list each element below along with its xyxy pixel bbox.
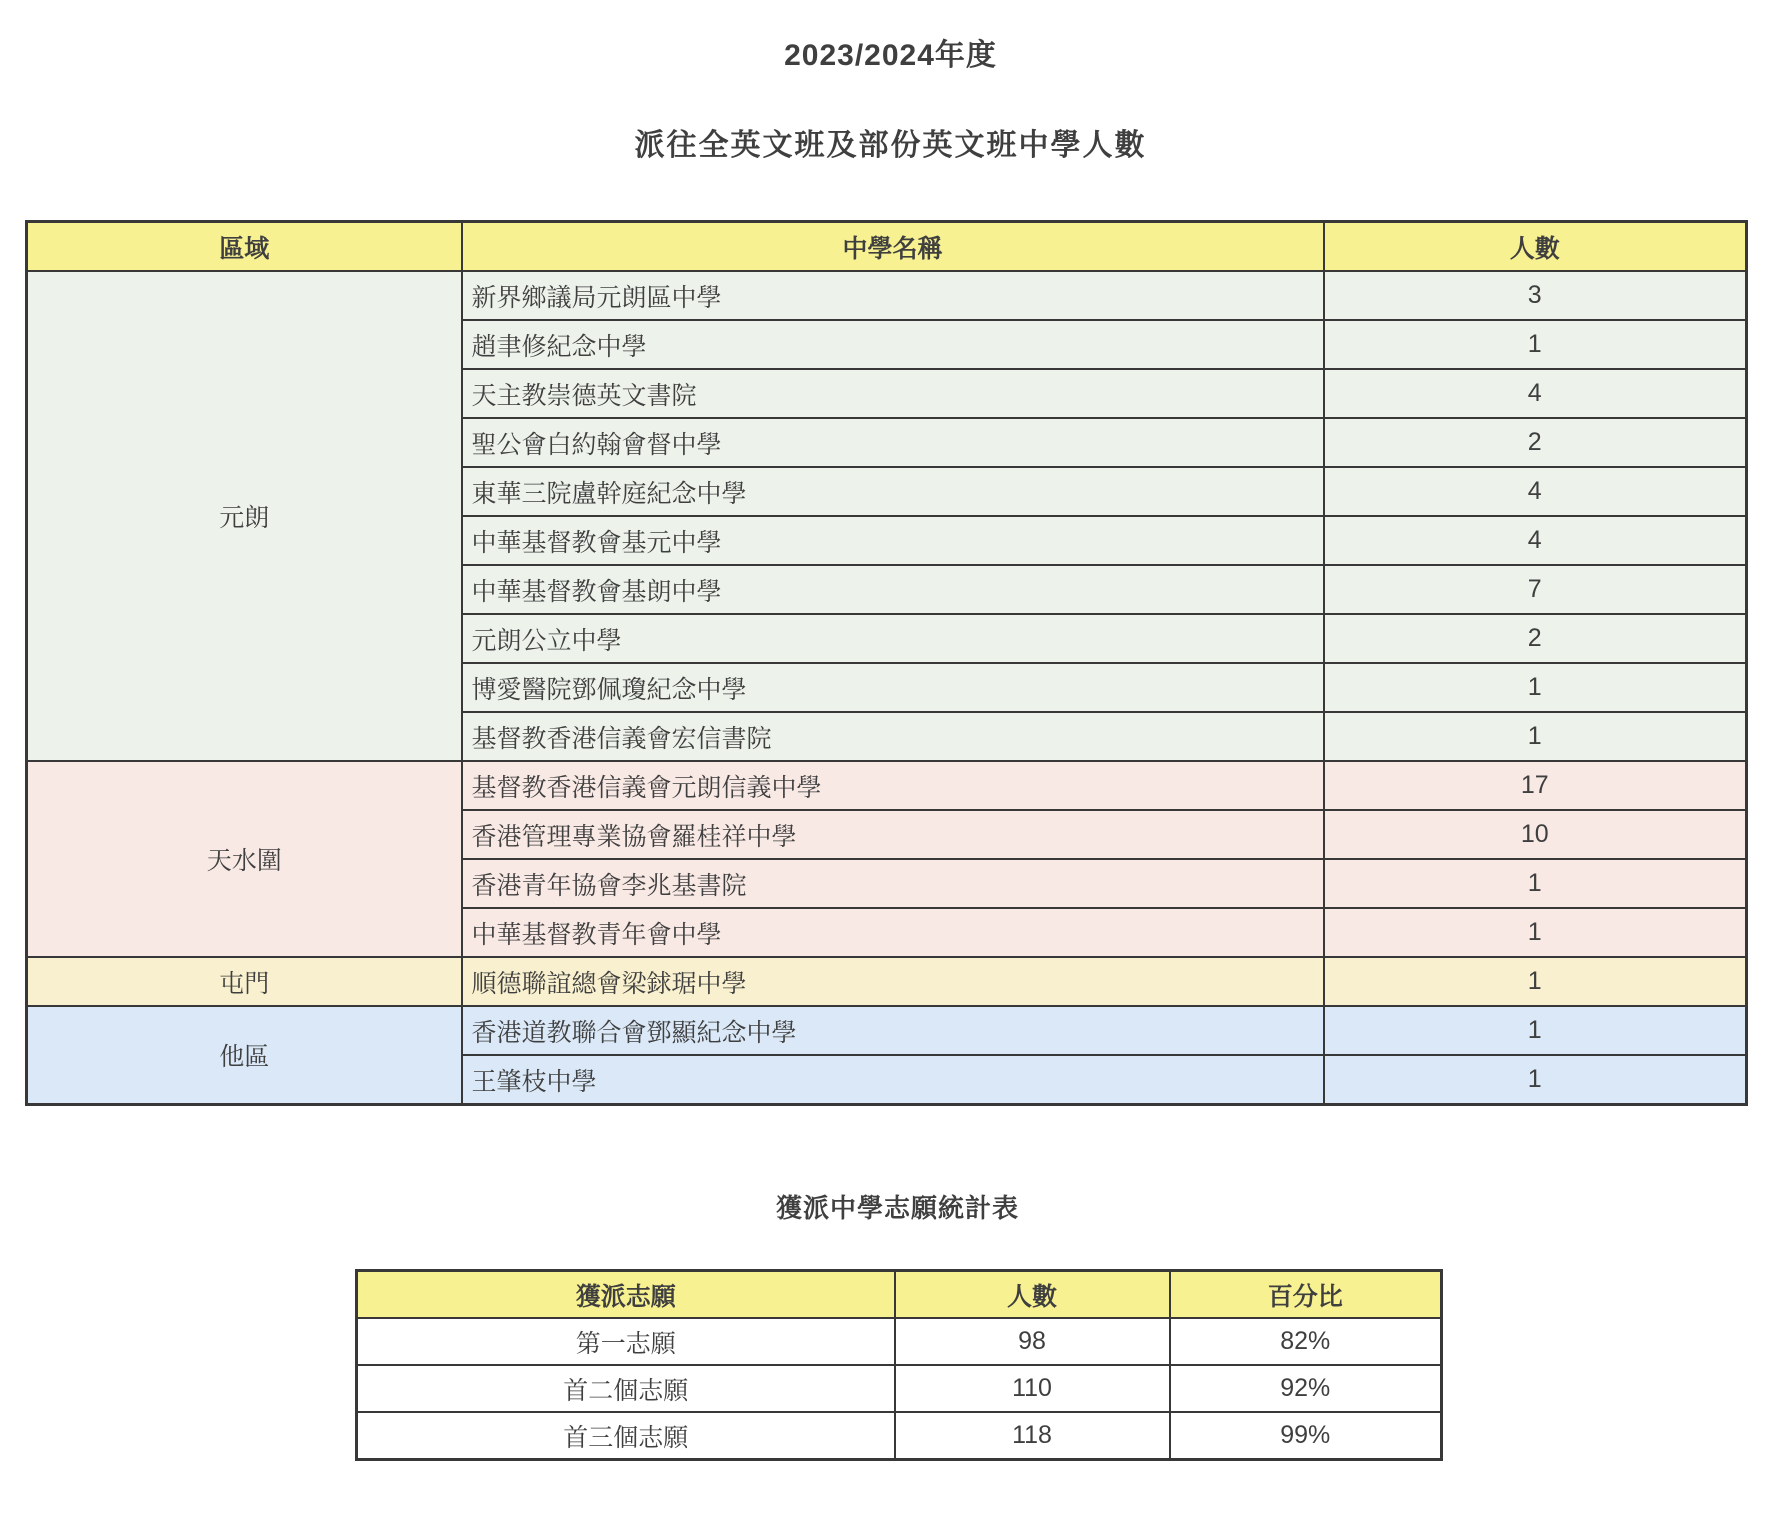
choice-name-cell: 首三個志願 [357,1412,895,1460]
table-row [27,1006,1747,1055]
choice-table-title: 獲派中學志願統計表 [775,1193,1019,1223]
allocation-table-header [27,222,1747,272]
school-name-cell: 香港管理專業協會羅桂祥中學 [462,810,1324,859]
student-count-cell: 1 [1324,320,1747,369]
student-count-cell: 1 [1324,1055,1747,1105]
choice-percent-cell: 92% [1170,1365,1442,1412]
choice-name-cell: 首二個志願 [357,1365,895,1412]
student-count-cell: 1 [1324,957,1747,1006]
student-count-cell: 4 [1324,369,1747,418]
school-name-cell: 中華基督教青年會中學 [462,908,1324,957]
choice-count-cell: 98 [895,1318,1170,1365]
student-count-cell: 3 [1324,271,1747,320]
school-name-cell: 基督教香港信義會元朗信義中學 [462,761,1324,810]
choice-percent-cell: 99% [1170,1412,1442,1460]
school-name-cell: 基督教香港信義會宏信書院 [462,712,1324,761]
district-cell: 屯門 [27,957,462,1006]
column-header-choice: 獲派志願 [357,1271,895,1319]
student-count-cell: 1 [1324,1006,1747,1055]
choice-table-header [357,1271,1442,1319]
school-name-cell: 香港青年協會李兆基書院 [462,859,1324,908]
student-count-cell: 4 [1324,467,1747,516]
column-header-school: 中學名稱 [462,222,1324,272]
page-header [0,0,1781,164]
choice-table [355,1269,1443,1461]
choice-count-cell: 118 [895,1412,1170,1460]
page-title-main: 派往全英文班及部份英文班中學人數 [634,129,1147,162]
table-row [357,1318,1442,1365]
allocation-table [25,220,1748,1106]
column-header-choice-count: 人數 [895,1271,1170,1319]
student-count-cell: 4 [1324,516,1747,565]
school-name-cell: 聖公會白約翰會督中學 [462,418,1324,467]
student-count-cell: 2 [1324,418,1747,467]
school-name-cell: 香港道教聯合會鄧顯紀念中學 [462,1006,1324,1055]
district-cell: 天水圍 [27,761,462,957]
school-name-cell: 新界鄉議局元朗區中學 [462,271,1324,320]
allocation-table-body [27,271,1747,1105]
choice-statistics-section [355,1188,1440,1461]
column-header-district: 區域 [27,222,462,272]
student-count-cell: 17 [1324,761,1747,810]
student-count-cell: 2 [1324,614,1747,663]
column-header-percentage: 百分比 [1170,1271,1442,1319]
table-row [27,957,1747,1006]
choice-percent-cell: 82% [1170,1318,1442,1365]
school-name-cell: 王肇枝中學 [462,1055,1324,1105]
table-row [27,271,1747,320]
table-row [357,1365,1442,1412]
school-name-cell: 中華基督教會基元中學 [462,516,1324,565]
page-title-year: 2023/2024年度 [784,39,997,72]
school-name-cell: 天主教崇德英文書院 [462,369,1324,418]
choice-table-body [357,1318,1442,1460]
table-row [357,1412,1442,1460]
choice-name-cell: 第一志願 [357,1318,895,1365]
district-cell: 元朗 [27,271,462,761]
student-count-cell: 1 [1324,712,1747,761]
student-count-cell: 1 [1324,859,1747,908]
school-name-cell: 中華基督教會基朗中學 [462,565,1324,614]
column-header-count: 人數 [1324,222,1747,272]
student-count-cell: 7 [1324,565,1747,614]
student-count-cell: 10 [1324,810,1747,859]
student-count-cell: 1 [1324,908,1747,957]
table-row [27,761,1747,810]
school-name-cell: 博愛醫院鄧佩瓊紀念中學 [462,663,1324,712]
school-name-cell: 趙聿修紀念中學 [462,320,1324,369]
student-count-cell: 1 [1324,663,1747,712]
school-name-cell: 順德聯誼總會梁銶琚中學 [462,957,1324,1006]
district-cell: 他區 [27,1006,462,1105]
school-name-cell: 東華三院盧幹庭紀念中學 [462,467,1324,516]
choice-count-cell: 110 [895,1365,1170,1412]
school-name-cell: 元朗公立中學 [462,614,1324,663]
